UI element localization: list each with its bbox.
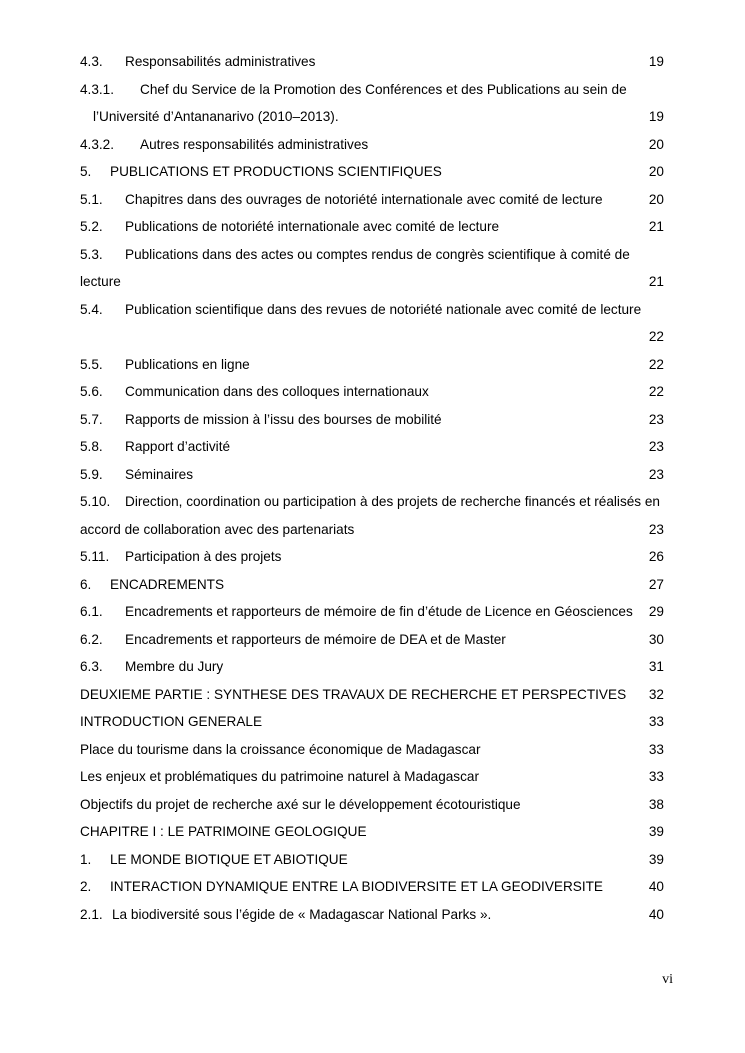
toc-entry[interactable]: [80, 241, 670, 269]
toc-entry[interactable]: [80, 626, 670, 654]
toc-entry[interactable]: [80, 296, 670, 324]
toc-title: INTERACTION DYNAMIQUE ENTRE LA BIODIVERSITE ET LA GEODIVERSITE: [110, 879, 603, 894]
toc-title-continuation: accord de collaboration avec des partenariats: [80, 521, 355, 537]
toc-entry[interactable]: [80, 186, 670, 214]
toc-number: 5.4.: [80, 301, 103, 317]
toc-title: Communication dans des colloques internationaux: [125, 384, 429, 399]
toc-title: PUBLICATIONS ET PRODUCTIONS SCIENTIFIQUES: [110, 164, 442, 179]
toc-page: 22: [648, 384, 664, 399]
toc-title: Participation à des projets: [125, 549, 282, 564]
toc-title: DEUXIEME PARTIE : SYNTHESE DES TRAVAUX DE RECHERCHE ET PERSPECTIVES: [80, 686, 627, 702]
toc-title: Encadrements et rapporteurs de mémoire de DEA et de Master: [125, 631, 506, 647]
toc-title: Direction, coordination ou participation à des projets de recherche financés et réalisés en: [125, 494, 660, 509]
toc-page: 39: [648, 851, 664, 867]
toc-entry[interactable]: [80, 708, 670, 736]
toc-page: 19: [648, 109, 664, 124]
toc-number: 5.5.: [80, 356, 103, 372]
toc-page: 20: [648, 191, 664, 207]
toc-entry-continuation[interactable]: [80, 268, 670, 296]
toc-page: 21: [648, 219, 664, 234]
toc-title: Encadrements et rapporteurs de mémoire de fin d’étude de Licence en Géosciences: [125, 604, 633, 619]
toc-entry[interactable]: [80, 433, 670, 461]
toc-entry[interactable]: [80, 598, 670, 626]
toc-entry[interactable]: [80, 571, 670, 599]
toc-entry[interactable]: [80, 406, 670, 434]
toc-entry[interactable]: [80, 681, 670, 709]
table-of-contents: [80, 48, 670, 928]
toc-number: 5.8.: [80, 439, 103, 454]
toc-number: 5.2.: [80, 219, 103, 234]
toc-number: 5.6.: [80, 384, 103, 399]
toc-title: Publications dans des actes ou comptes rendus de congrès scientifique à comité de: [125, 246, 630, 262]
toc-title: Chapitres dans des ouvrages de notoriété internationale avec comité de lecture: [125, 191, 603, 207]
toc-page: 40: [648, 879, 664, 894]
toc-title: Séminaires: [125, 466, 193, 482]
toc-number: 4.3.2.: [80, 136, 115, 152]
toc-page: 26: [648, 549, 664, 564]
toc-number: 6.1.: [80, 604, 103, 619]
toc-title-continuation: lecture: [80, 274, 121, 289]
toc-page: 19: [648, 54, 664, 69]
toc-number: 5.: [80, 164, 92, 179]
toc-entry[interactable]: [80, 76, 670, 104]
toc-title: Publications en ligne: [125, 356, 250, 372]
toc-entry[interactable]: [80, 791, 670, 819]
toc-title: ENCADREMENTS: [110, 576, 225, 592]
toc-number: 5.11.: [80, 549, 110, 564]
toc-entry[interactable]: [80, 131, 670, 159]
toc-page: 23: [648, 411, 664, 427]
toc-page: 33: [648, 741, 664, 757]
toc-number: 6.3.: [80, 659, 103, 674]
toc-entry[interactable]: [80, 158, 670, 186]
toc-page: 21: [648, 274, 664, 289]
toc-title: Publication scientifique dans des revues de notoriété nationale avec comité de lecture: [125, 301, 642, 317]
toc-number: 1.: [80, 851, 92, 867]
toc-page: 38: [648, 796, 664, 812]
toc-title-continuation: l’Université d’Antananarivo (2010–2013).: [93, 109, 339, 124]
toc-title: Publications de notoriété internationale avec comité de lecture: [125, 219, 500, 234]
toc-page: 33: [648, 714, 664, 729]
toc-number: 2.1.: [80, 906, 103, 922]
toc-entry[interactable]: [80, 461, 670, 489]
toc-page: 30: [648, 631, 664, 647]
toc-title: Objectifs du projet de recherche axé sur le développement écotouristique: [80, 796, 521, 812]
toc-page: 32: [648, 686, 664, 702]
toc-title: Membre du Jury: [125, 659, 224, 674]
toc-entry[interactable]: [80, 213, 670, 241]
page-number: vi: [662, 972, 673, 987]
toc-entry[interactable]: [80, 901, 670, 929]
toc-title: INTRODUCTION GENERALE: [80, 714, 263, 729]
toc-title: Les enjeux et problématiques du patrimoine naturel à Madagascar: [80, 769, 479, 784]
toc-entry-continuation[interactable]: [80, 516, 670, 544]
toc-title: Autres responsabilités administratives: [140, 136, 369, 152]
toc-page: 33: [648, 769, 664, 784]
toc-title: LE MONDE BIOTIQUE ET ABIOTIQUE: [110, 851, 348, 867]
toc-number: 5.9.: [80, 466, 103, 482]
toc-number: 4.3.: [80, 54, 103, 69]
toc-entry-continuation[interactable]: [80, 323, 670, 351]
toc-page: 31: [648, 659, 664, 674]
toc-title: Rapport d’activité: [125, 439, 231, 454]
toc-title: Chef du Service de la Promotion des Conférences et des Publications au sein de: [140, 81, 627, 97]
toc-number: 6.: [80, 576, 92, 592]
toc-title: Place du tourisme dans la croissance économique de Madagascar: [80, 741, 481, 757]
toc-page: 29: [648, 604, 664, 619]
toc-page: 23: [648, 439, 664, 454]
toc-page: 22: [648, 329, 664, 344]
toc-entry[interactable]: [80, 736, 670, 764]
toc-page: 27: [648, 576, 664, 592]
toc-entry[interactable]: [80, 818, 670, 846]
toc-page: 22: [648, 356, 664, 372]
toc-entry[interactable]: [80, 846, 670, 874]
toc-title: Responsabilités administratives: [125, 54, 316, 69]
toc-number: 5.1.: [80, 191, 103, 207]
toc-title: Rapports de mission à l’issu des bourses de mobilité: [125, 411, 442, 427]
toc-page: 20: [648, 136, 664, 152]
toc-page: 23: [648, 521, 664, 537]
toc-number: 4.3.1.: [80, 81, 115, 97]
toc-entry[interactable]: [80, 488, 670, 516]
toc-number: 6.2.: [80, 631, 103, 647]
toc-entry[interactable]: [80, 873, 670, 901]
toc-title: CHAPITRE I : LE PATRIMOINE GEOLOGIQUE: [80, 824, 367, 839]
toc-page: 23: [648, 466, 664, 482]
toc-number: 5.7.: [80, 411, 103, 427]
toc-entry[interactable]: [80, 378, 670, 406]
toc-entry[interactable]: [80, 48, 670, 76]
toc-page: 20: [648, 164, 664, 179]
toc-entry[interactable]: [80, 543, 670, 571]
toc-entry[interactable]: [80, 763, 670, 791]
toc-entry-continuation[interactable]: [80, 103, 670, 131]
toc-number: 5.10.: [80, 494, 111, 509]
toc-number: 2.: [80, 879, 92, 894]
toc-number: 5.3.: [80, 246, 103, 262]
toc-title: La biodiversité sous l’égide de « Madagascar National Parks ».: [112, 906, 492, 922]
toc-entry[interactable]: [80, 351, 670, 379]
toc-page: 39: [648, 824, 664, 839]
toc-page: 40: [648, 906, 664, 922]
toc-entry[interactable]: [80, 653, 670, 681]
